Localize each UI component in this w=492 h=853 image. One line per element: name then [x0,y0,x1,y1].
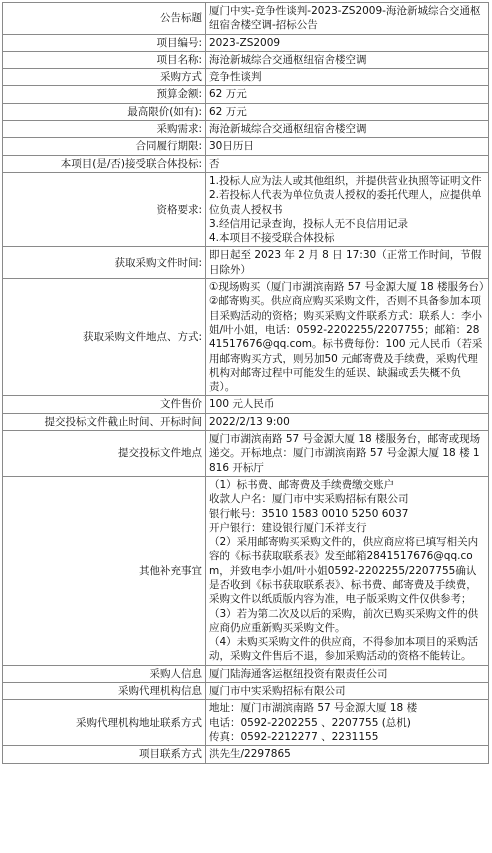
agency-contact-label: 采购代理机构地址联系方式 [3,700,206,746]
notice-rows [3,3,489,764]
project-name-label: 项目名称: [3,51,206,68]
value-line: 开户银行：建设银行厦门禾祥支行 [209,521,367,534]
value-line: 1.投标人应为法人或其他组织，并提供营业执照等证明文件 [209,174,482,187]
joint-bid-value [206,155,489,172]
procurement-method-label: 采购方式 [3,69,206,86]
project-name-row [3,51,489,68]
value-line: （1）标书费、邮寄费及手续费缴交账户 [209,478,395,491]
value-line: 3.经信用记录查询，投标人无不良信用记录 [209,217,409,230]
announcement-title-label: 公告标题 [3,3,206,35]
procurement-method-value [206,69,489,86]
document-acquisition-time-value [206,247,489,279]
value-line: 厦门陆海通客运枢纽投资有限责任公司 [209,667,388,680]
project-name-value [206,51,489,68]
document-acquisition-time-row [3,247,489,279]
notice-table [2,2,489,764]
project-number-row [3,34,489,51]
document-acquisition-place-label: 获取采购文件地点、方式: [3,279,206,396]
budget-amount-value [206,86,489,103]
value-line: 100 元人民币 [209,398,275,411]
qualification-requirements-value [206,172,489,246]
other-supplementary-matters-value [206,476,489,665]
procurement-requirement-row [3,121,489,138]
joint-bid-row [3,155,489,172]
agency-contact-row [3,700,489,746]
value-line: 4.本项目不接受联合体投标 [209,232,335,245]
purchaser-info-row [3,665,489,682]
value-line: 即日起至 2023 年 2 月 8 日 17:30（正常工作时间，节假日除外） [209,249,482,276]
max-price-value [206,103,489,120]
document-acquisition-place-value [206,279,489,396]
qualification-requirements-label: 资格要求: [3,172,206,246]
bid-submission-place-value [206,431,489,477]
project-contact-value [206,746,489,763]
value-line: 海沧新城综合交通枢纽宿舍楼空调 [209,53,367,66]
value-line: 收款人户名：厦门市中实采购招标有限公司 [209,493,409,506]
joint-bid-label: 本项目(是/否)接受联合体投标: [3,155,206,172]
value-line: 62 万元 [209,105,247,118]
contract-period-value [206,138,489,155]
value-line: 电话：0592-2202255 、2207755 (总机) [209,716,411,729]
procurement-method-row [3,69,489,86]
value-line: 厦门中实-竞争性谈判-2023-ZS2009-海沧新城综合交通枢纽宿舍楼空调-招标公告 [209,5,481,32]
value-line: （4）未购买采购文件的供应商，不得参加本项目的采购活动，采购文件售后不退，参加采购活动的资格不能转让。 [209,636,479,663]
other-supplementary-matters-label: 其他补充事宜 [3,476,206,665]
bid-deadline-value [206,413,489,430]
other-supplementary-matters-row [3,476,489,665]
document-price-label: 文件售价 [3,396,206,413]
project-number-value [206,34,489,51]
value-line: 海沧新城综合交通枢纽宿舍楼空调 [209,123,367,136]
value-line: 62 万元 [209,88,247,101]
project-contact-row [3,746,489,763]
value-line: （2）采用邮寄购买采购文件的，供应商应将已填写相关内容的《标书获取联系表》发至邮箱2841517676@qq.com，并致电李小姐/叶小姐0592-2202255/2207755确认是否收到《标书获取联系表》、标书费、邮寄费及手续费，采购文件以纸质版内容为准，电子版采购文件仅供参考；（3）若为第二次及以后的采购，前次已购买采购文件的供应商仍应重新购买采购文件。 [209,536,479,634]
qualification-requirements-row [3,172,489,246]
agency-info-value [206,683,489,700]
value-line: 洪先生/2297865 [209,748,291,761]
value-line: 30日历日 [209,140,254,153]
project-contact-label: 项目联系方式 [3,746,206,763]
value-line: 竞争性谈判 [209,71,262,84]
document-acquisition-place-row [3,279,489,396]
agency-info-row [3,683,489,700]
purchaser-info-label: 采购人信息 [3,665,206,682]
bid-deadline-row [3,413,489,430]
project-number-label: 项目编号: [3,34,206,51]
announcement-title-value [206,3,489,35]
document-price-value [206,396,489,413]
document-acquisition-time-label: 获取采购文件时间: [3,247,206,279]
bid-submission-place-row [3,431,489,477]
bid-deadline-label: 提交投标文件截止时间、开标时间 [3,413,206,430]
value-line: 传真：0592-2212277 、2231155 [209,730,379,743]
procurement-requirement-label: 采购需求: [3,121,206,138]
agency-contact-value [206,700,489,746]
value-line: 银行帐号：3510 1583 0010 5250 6037 [209,507,409,520]
purchaser-info-value [206,665,489,682]
agency-info-label: 采购代理机构信息 [3,683,206,700]
value-line: ①现场购买（厦门市湖滨南路 57 号金源大厦 18 楼服务台）②邮寄购买。供应商应购买采购文件，否则不具备参加本项目采购活动的资格；购买采购文件联系方式：联系人：李小姐/叶小姐，电话：0592-2202255/2207755；邮箱：2841517676@qq.com。标书费每份：100 元人民币（若采用邮寄购买方式，则另加50 元邮寄费及手续费，采购代理机构对邮寄过程中可能发生的延误、缺漏或丢失概不负责）。 [209,281,485,394]
value-line: 2023-ZS2009 [209,36,281,49]
value-line: 2022/2/13 9:00 [209,415,290,428]
value-line: 2.若投标人代表为单位负责人授权的委托代理人，应提供单位负责人授权书 [209,189,482,216]
budget-amount-row [3,86,489,103]
value-line: 厦门市湖滨南路 57 号金源大厦 18 楼服务台，邮寄或现场递交。开标地点：厦门市湖滨南路 57 号金源大厦 18 楼 1816 开标厅 [209,433,481,474]
max-price-row [3,103,489,120]
contract-period-row [3,138,489,155]
value-line: 地址：厦门市湖滨南路 57 号金源大厦 18 楼 [209,702,418,715]
announcement-title-row [3,3,489,35]
budget-amount-label: 预算金额: [3,86,206,103]
procurement-requirement-value [206,121,489,138]
value-line: 厦门市中实采购招标有限公司 [209,685,346,698]
max-price-label: 最高限价(如有): [3,103,206,120]
document-price-row [3,396,489,413]
bid-submission-place-label: 提交投标文件地点 [3,431,206,477]
value-line: 否 [209,157,220,170]
contract-period-label: 合同履行期限: [3,138,206,155]
